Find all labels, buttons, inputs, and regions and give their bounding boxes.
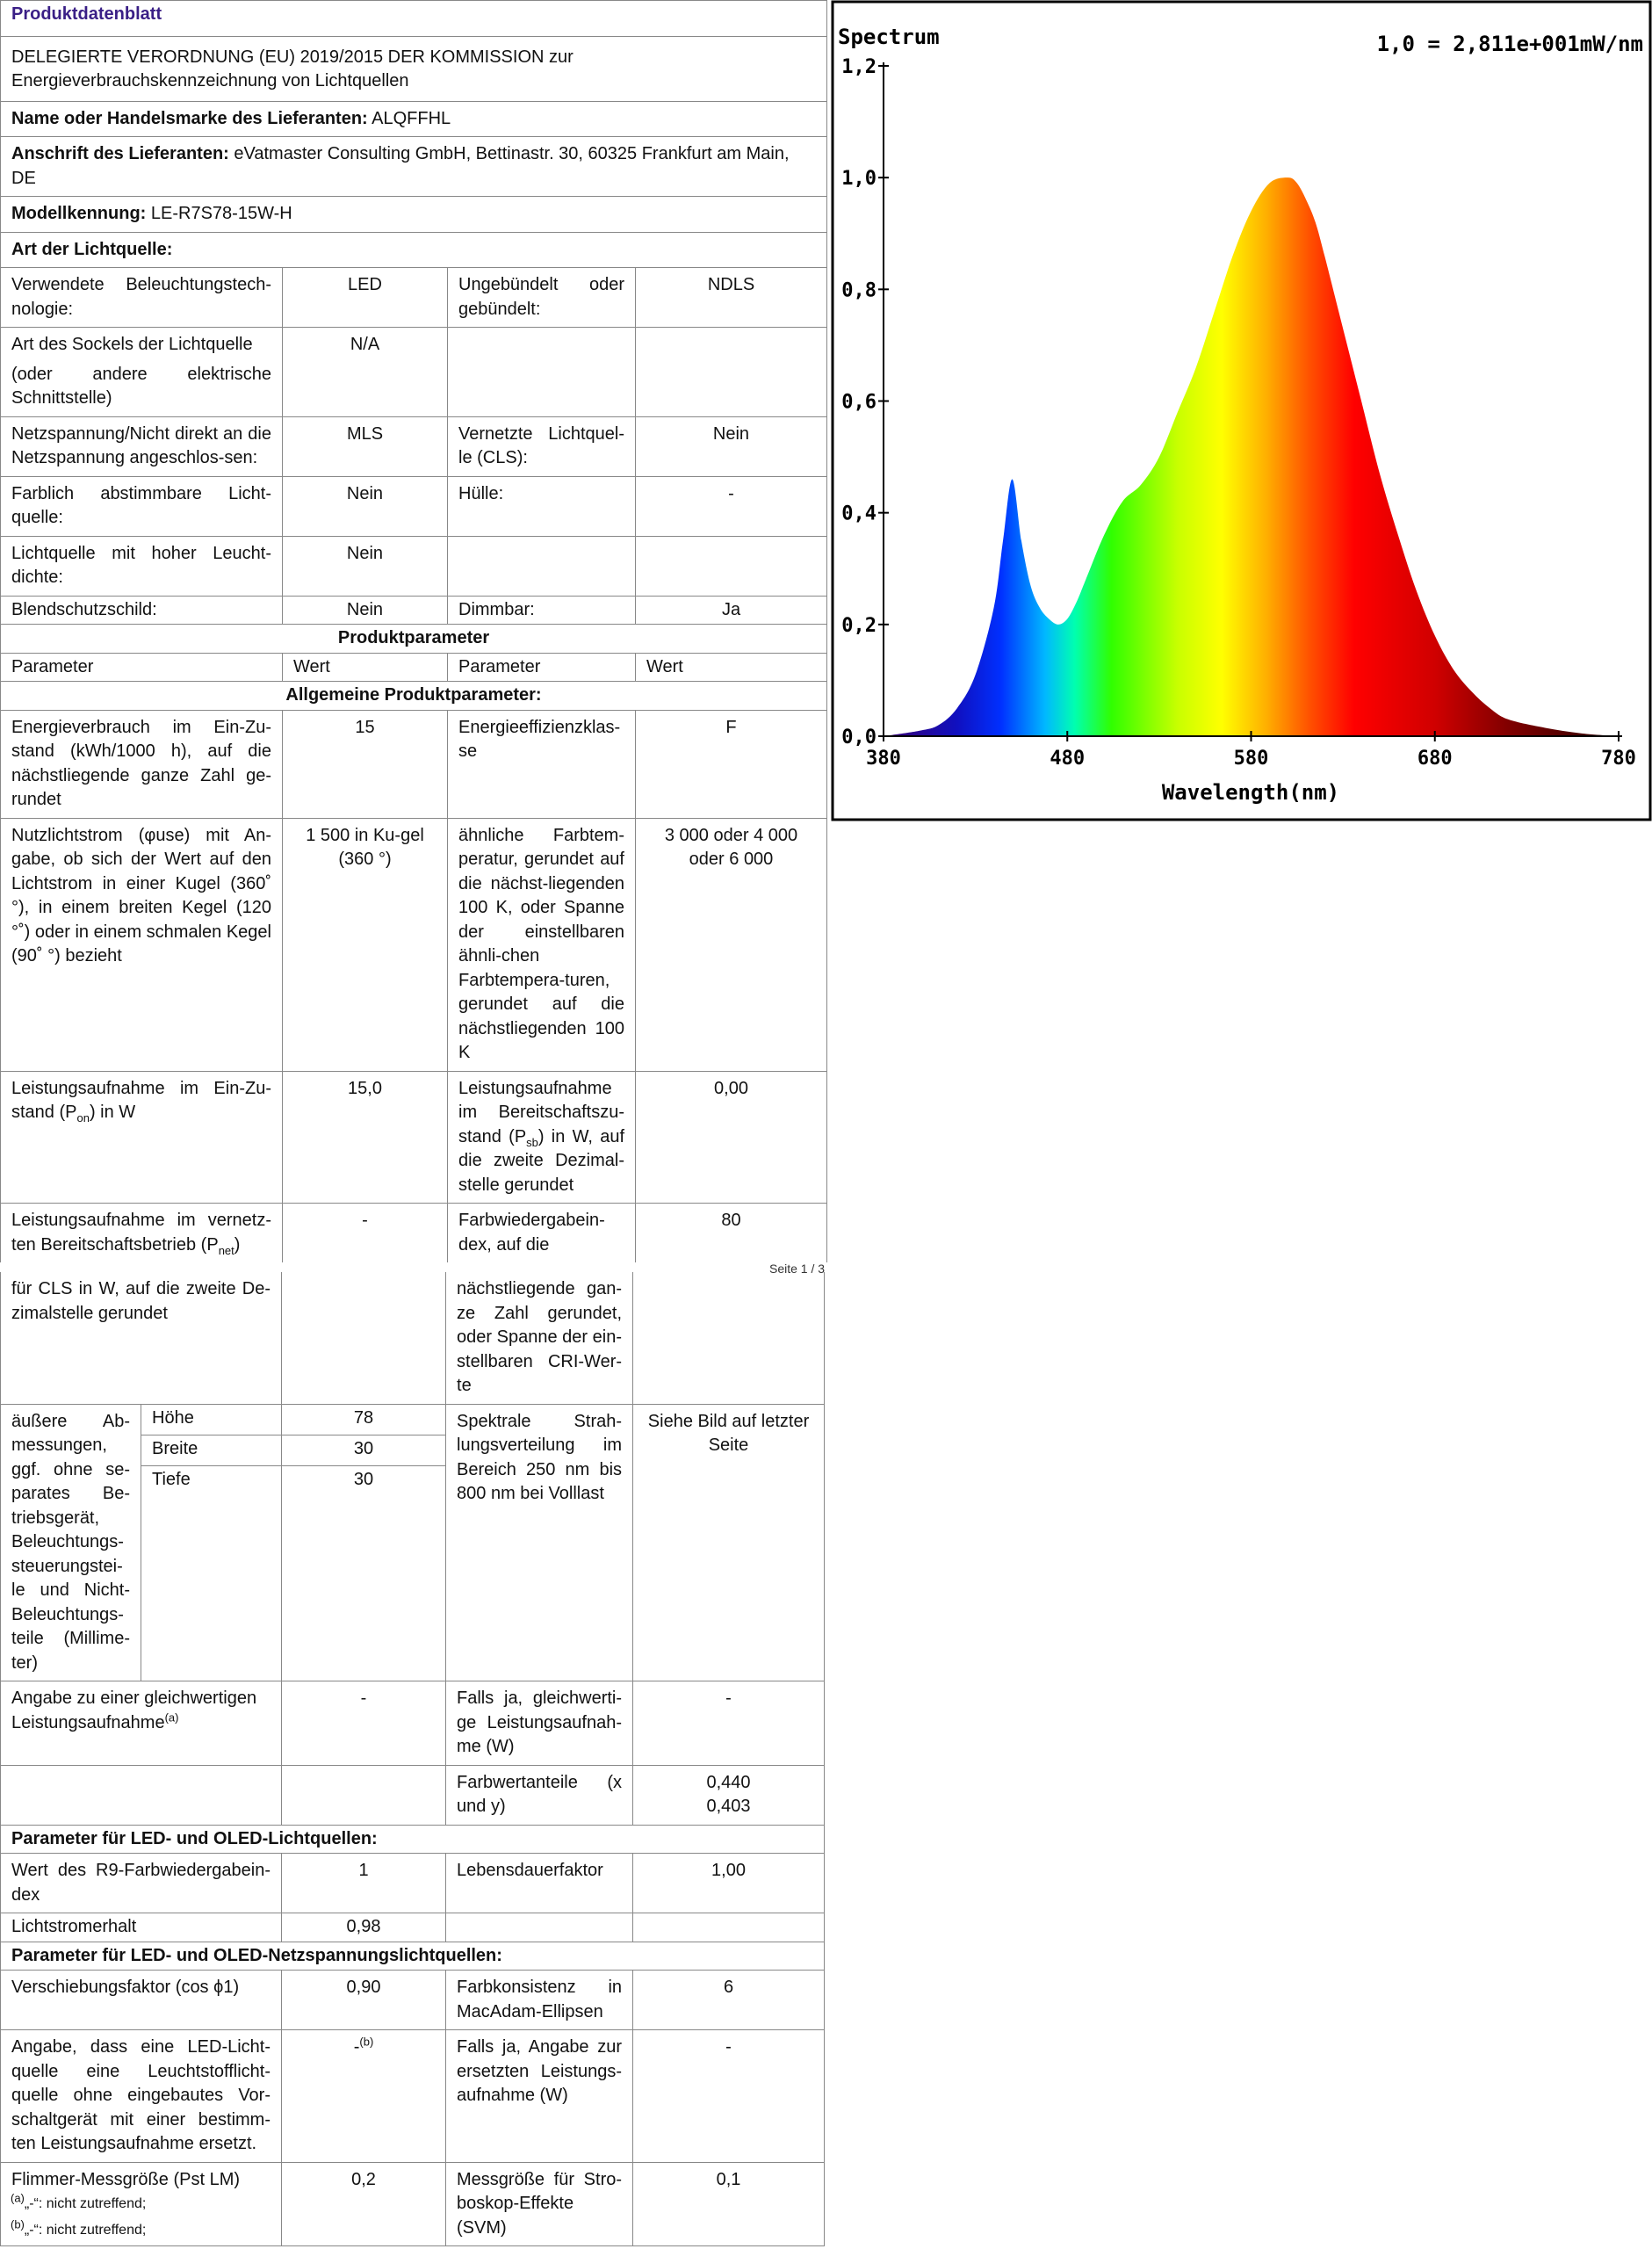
tech-label: Verwendete Beleuchtungstech-nologie: bbox=[1, 268, 283, 328]
height-value: 78 bbox=[282, 1404, 446, 1435]
psb-value: 0,00 bbox=[636, 1071, 827, 1204]
y-tick-label: 0,2 bbox=[841, 614, 876, 637]
maint-value: 0,98 bbox=[282, 1913, 446, 1942]
led-params-header: Parameter für LED- und OLED-Lichtquellen: bbox=[1, 1825, 825, 1854]
y-tick-label: 0,6 bbox=[841, 391, 876, 414]
dpf-label: Verschiebungsfaktor (cos ϕ1) bbox=[1, 1971, 282, 2030]
supplier-name-row bbox=[1, 101, 827, 137]
empty-cell bbox=[636, 536, 827, 596]
replace-yes-value: - bbox=[633, 2030, 825, 2163]
empty-cell bbox=[633, 1272, 825, 1404]
cct-label: ähnliche Farbtem-peratur, gerundet auf die nächst-liegenden 100 K, oder Spanne der einstellbaren ähnli-chen Farbtempera-turen, gerundet auf die nächstliegenden 100 K bbox=[448, 818, 636, 1071]
spd-value: Siehe Bild auf letzter Seite bbox=[633, 1404, 825, 1681]
col-header-param: Parameter bbox=[1, 653, 283, 682]
life-label: Lebensdauerfaktor bbox=[446, 1854, 633, 1913]
socket-label-line1: Art des Sockels der Lichtquelle bbox=[11, 335, 253, 354]
y-tick-label: 0,4 bbox=[841, 503, 876, 525]
empty-cell bbox=[1, 1765, 282, 1825]
footnote-a-text: „-“: nicht zutreffend; bbox=[24, 2196, 147, 2211]
dims-label: äußere Ab-messungen, ggf. ohne se-parates Be-triebsgerät, Beleuchtungs-steuerungstei-le und Nicht-Beleuchtungs-teile (Millime-ter) bbox=[1, 1404, 141, 1681]
x-tick-label: 780 bbox=[1601, 748, 1636, 770]
dimmable-label: Dimmbar: bbox=[448, 596, 636, 625]
model-id: LE-R7S78-15W-H bbox=[150, 204, 292, 223]
tech-value: LED bbox=[283, 268, 448, 328]
width-label: Breite bbox=[141, 1435, 282, 1465]
y-tick-label: 1,2 bbox=[841, 56, 876, 78]
general-params-header: Allgemeine Produktparameter: bbox=[1, 682, 827, 711]
x-axis-label: Wavelength(nm) bbox=[1161, 780, 1340, 805]
mains-label: Netzspannung/Nicht direkt an die Netzspannung angeschlos-sen: bbox=[1, 416, 283, 476]
cls-label: Vernetzte Lichtquel-le (CLS): bbox=[448, 416, 636, 476]
model-row bbox=[1, 197, 827, 233]
footnote-b bbox=[11, 2217, 147, 2238]
depth-label: Tiefe bbox=[141, 1466, 282, 1681]
light-source-type-heading: Art der Lichtquelle: bbox=[1, 232, 827, 268]
energy-value: 15 bbox=[283, 710, 448, 818]
mains-value: MLS bbox=[283, 416, 448, 476]
replace-label: Angabe, dass eine LED-Licht-quelle eine Leuchtstofflicht-quelle ohne eingebautes Vor-schaltgerät mit einer bestimm-ten Leistungsaufnahme ersetzt. bbox=[1, 2030, 282, 2163]
flicker-value: 0,2 bbox=[282, 2162, 446, 2246]
chroma-label: Farbwertanteile (x und y) bbox=[446, 1765, 633, 1825]
page-title: Produktdatenblatt bbox=[1, 1, 827, 37]
depth-value: 30 bbox=[282, 1466, 446, 1681]
equiv-yes-value: - bbox=[633, 1681, 825, 1766]
supplier-name: ALQFFHL bbox=[372, 108, 451, 128]
life-value: 1,00 bbox=[633, 1854, 825, 1913]
spd-label: Spektrale Strah-lungsverteilung im Bereich 250 nm bis 800 nm bei Volllast bbox=[446, 1404, 633, 1681]
datasheet-table-page2 bbox=[0, 1272, 825, 2246]
footnote-b-mark: (b) bbox=[11, 2217, 25, 2231]
col-header-value: Wert bbox=[283, 653, 448, 682]
replace-yes-label: Falls ja, Angabe zur ersetzten Leistungs-aufnahme (W) bbox=[446, 2030, 633, 2163]
height-label: Höhe bbox=[141, 1404, 282, 1435]
pon-value: 15,0 bbox=[283, 1071, 448, 1204]
envelope-value: - bbox=[636, 476, 827, 536]
bundled-label: Ungebündelt oder gebündelt: bbox=[448, 268, 636, 328]
eclass-value: F bbox=[636, 710, 827, 818]
x-tick-label: 480 bbox=[1050, 748, 1086, 770]
dpf-value: 0,90 bbox=[282, 1971, 446, 2030]
empty-cell bbox=[446, 1913, 633, 1942]
model-label: Modellkennung: bbox=[11, 204, 147, 223]
y-tick-label: 0,0 bbox=[841, 727, 876, 748]
equiv-label: Angabe zu einer gleichwertigen Leistungsaufnahme$^{(a)}$ bbox=[1, 1681, 282, 1766]
shield-label: Blendschutzschild: bbox=[1, 596, 283, 625]
col-header-value: Wert bbox=[636, 653, 827, 682]
empty-cell bbox=[636, 328, 827, 417]
width-value: 30 bbox=[282, 1435, 446, 1465]
footnote-b-text: „-“: nicht zutreffend; bbox=[24, 2223, 147, 2238]
hlum-value: Nein bbox=[283, 536, 448, 596]
spectrum-svg bbox=[831, 0, 1652, 821]
hlum-label: Lichtquelle mit hoher Leucht-dichte: bbox=[1, 536, 283, 596]
supplier-address: eVatmaster Consulting GmbH, Bettinastr. 30, 60325 Frankfurt am Main, DE bbox=[11, 144, 790, 188]
supplier-address-label: Anschrift des Lieferanten: bbox=[11, 144, 229, 163]
tunable-value: Nein bbox=[283, 476, 448, 536]
footnote-a-mark: (a) bbox=[11, 2191, 25, 2205]
equiv-yes-label: Falls ja, gleichwerti-ge Leistungsaufnah-me (W) bbox=[446, 1681, 633, 1766]
energy-label: Energieverbrauch im Ein-Zu-stand (kWh/1000 h), auf die nächstliegende ganze Zahl ge-rundet bbox=[1, 710, 283, 818]
pnet-label-cont: für CLS in W, auf die zweite De-zimalstelle gerundet bbox=[1, 1272, 282, 1404]
empty-cell bbox=[633, 1913, 825, 1942]
eclass-label: Energieeffizienzklas-se bbox=[448, 710, 636, 818]
chart-scale-annotation: 1,0 = 2,811e+001mW/nm bbox=[1376, 32, 1643, 56]
r9-label: Wert des R9-Farbwiedergabein-dex bbox=[1, 1854, 282, 1913]
col-header-param: Parameter bbox=[448, 653, 636, 682]
x-tick-label: 380 bbox=[866, 748, 901, 770]
cct-value: 3 000 oder 4 000 oder 6 000 bbox=[636, 818, 827, 1071]
flux-value: 1 500 in Ku-gel (360 °) bbox=[283, 818, 448, 1071]
regulation-text: DELEGIERTE VERORDNUNG (EU) 2019/2015 DER KOMMISSION zur Energieverbrauchskennzeichnung von Lichtquellen bbox=[1, 36, 827, 101]
svm-label: Messgröße für Stro-boskop-Effekte (SVM) bbox=[446, 2162, 633, 2246]
page-number: Seite 1 / 3 bbox=[769, 1262, 826, 1276]
y-tick-label: 1,0 bbox=[841, 168, 876, 191]
footnote-a bbox=[11, 2191, 147, 2212]
supplier-name-label: Name oder Handelsmarke des Lieferanten: bbox=[11, 108, 368, 128]
svm-value: 0,1 bbox=[633, 2162, 825, 2246]
chart-title: Spectrum bbox=[838, 25, 940, 49]
consist-value: 6 bbox=[633, 1971, 825, 2030]
socket-label bbox=[1, 328, 283, 417]
psb-label: Leistungsaufnahme im Bereitschaftszu-stand $(P_{sb})$ in W, auf die zweite Dezimal-stelle gerundet bbox=[448, 1071, 636, 1204]
cls-value: Nein bbox=[636, 416, 827, 476]
cri-value: 80 bbox=[636, 1204, 827, 1263]
empty-cell bbox=[282, 1272, 446, 1404]
consist-label: Farbkonsistenz in MacAdam-Ellipsen bbox=[446, 1971, 633, 2030]
flicker-label: Flimmer-Messgröße (Pst LM) bbox=[1, 2162, 282, 2246]
chroma-value bbox=[633, 1765, 825, 1825]
flux-label: Nutzlichtstrom (φuse) mit An-gabe, ob sich der Wert auf den Lichtstrom in einer Kugel (360˚ °), in einem breiten Kegel (120 °˚) oder in einem schmalen Kegel (90˚ °) bezieht bbox=[1, 818, 283, 1071]
spectrum-chart bbox=[831, 0, 1652, 821]
empty-cell bbox=[448, 328, 636, 417]
supplier-address-row bbox=[1, 137, 827, 197]
cri-label-cont: nächstliegende gan-ze Zahl gerundet, oder Spanne der ein-stellbaren CRI-Wer-te bbox=[446, 1272, 633, 1404]
socket-label-line2: (oder andere elektrische Schnittstelle) bbox=[11, 364, 271, 408]
product-params-header: Produktparameter bbox=[1, 625, 827, 654]
r9-value: 1 bbox=[282, 1854, 446, 1913]
cri-label: Farbwiedergabein-dex, auf die bbox=[448, 1204, 636, 1263]
pnet-value: - bbox=[283, 1204, 448, 1263]
chroma-y: 0,403 bbox=[706, 1797, 751, 1816]
mains-params-header: Parameter für LED- und OLED-Netzspannungslichtquellen: bbox=[1, 1942, 825, 1971]
y-tick-label: 0,8 bbox=[841, 279, 876, 302]
bundled-value: NDLS bbox=[636, 268, 827, 328]
empty-cell bbox=[448, 536, 636, 596]
maint-label: Lichtstromerhalt bbox=[1, 1913, 282, 1942]
empty-cell bbox=[282, 1765, 446, 1825]
chroma-x: 0,440 bbox=[706, 1772, 751, 1792]
socket-value: N/A bbox=[283, 328, 448, 417]
dimmable-value: Ja bbox=[636, 596, 827, 625]
replace-value: -$^{(b)}$ bbox=[282, 2030, 446, 2163]
pnet-label: Leistungsaufnahme im vernetz-ten Bereitschaftsbetrieb $(P_{net})$ bbox=[1, 1204, 283, 1263]
pon-label: Leistungsaufnahme im Ein-Zu-stand $(P_{on})$ in W bbox=[1, 1071, 283, 1204]
equiv-value: - bbox=[282, 1681, 446, 1766]
tunable-label: Farblich abstimmbare Licht-quelle: bbox=[1, 476, 283, 536]
shield-value: Nein bbox=[283, 596, 448, 625]
x-tick-label: 680 bbox=[1417, 748, 1453, 770]
datasheet-table-page1 bbox=[0, 0, 827, 1262]
x-tick-label: 580 bbox=[1233, 748, 1269, 770]
envelope-label: Hülle: bbox=[448, 476, 636, 536]
